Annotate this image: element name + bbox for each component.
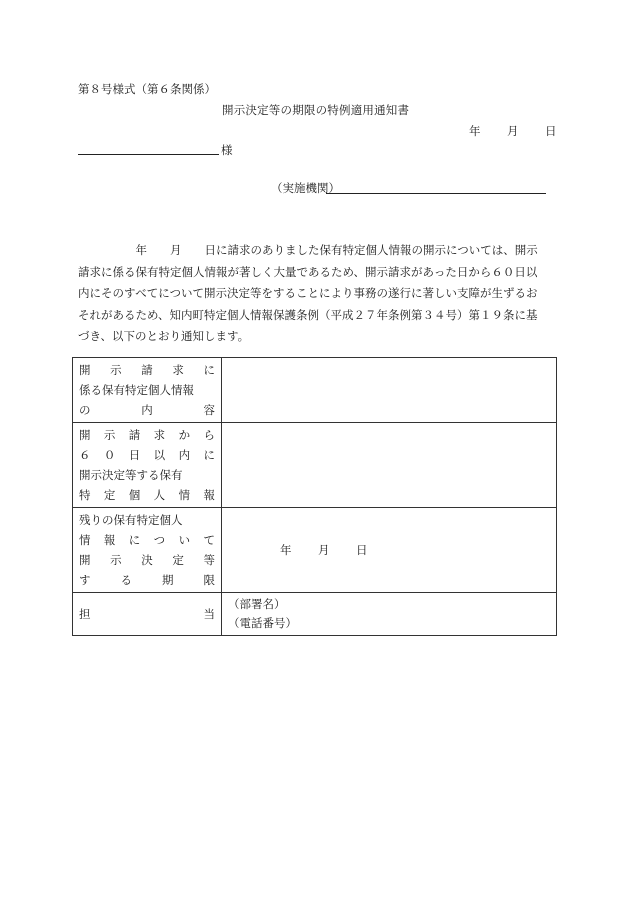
- label-char: 期: [162, 573, 174, 587]
- label-line: [79, 604, 215, 624]
- label-char: 日: [128, 448, 141, 462]
- label-char: 開: [79, 553, 91, 567]
- label-line: [79, 425, 215, 445]
- label-char: 開: [79, 428, 91, 442]
- label-char: 内: [141, 403, 153, 417]
- body-line: 年 月 日に請求のありました保有特定個人情報の開示については、開示: [78, 243, 538, 257]
- label-line: [79, 550, 215, 570]
- label-char: 示: [110, 363, 122, 377]
- phone-label: （電話番号）: [228, 616, 297, 630]
- recipient-honorific: 様: [221, 143, 233, 157]
- body-line: 内にそのすべてについて開示決定等をすることにより事務の遂行に著しい支障が生ずるお: [78, 286, 538, 300]
- table-row: [73, 423, 557, 508]
- document-title: 開示決定等の期限の特例適用通知書: [222, 103, 410, 117]
- label-char: 定: [103, 488, 116, 502]
- recipient-name-line[interactable]: [78, 154, 219, 155]
- label-char: 残りの保有特定個人: [79, 513, 183, 527]
- label-char: 示: [103, 428, 116, 442]
- remaining-deadline-field[interactable]: [222, 508, 557, 593]
- label-line: [79, 465, 215, 485]
- info-table: [72, 357, 557, 636]
- day-label: 日: [356, 543, 368, 557]
- label-char: 請: [128, 428, 141, 442]
- label-char: 人: [153, 488, 166, 502]
- month-label: 月: [507, 124, 519, 138]
- label-char: て: [203, 533, 215, 547]
- label-char: る: [120, 573, 132, 587]
- label-char: 個: [128, 488, 141, 502]
- table-row: [73, 508, 557, 593]
- label-char: か: [178, 428, 191, 442]
- row-label-request-content: [73, 358, 222, 423]
- issue-date: [469, 123, 557, 139]
- request-content-field[interactable]: [222, 358, 557, 423]
- label-char: 開示決定等する保有: [79, 468, 183, 482]
- body-line: それがあるため、知内町特定個人情報保護条例（平成２７年条例第３４号）第１９条に基: [78, 307, 538, 322]
- label-char: つ: [153, 533, 166, 547]
- label-char: 報: [103, 533, 116, 547]
- label-char: に: [128, 533, 141, 547]
- label-char: 報: [203, 488, 215, 502]
- label-line: [79, 485, 215, 505]
- body-line: 請求に係る保有特定個人情報が著しく大量であるため、開示請求があった日から６０日以: [78, 264, 538, 279]
- label-char: 限: [203, 573, 215, 587]
- label-line: [79, 360, 215, 380]
- label-char: 当: [203, 607, 215, 621]
- label-char: 容: [203, 403, 215, 417]
- label-char: 求: [172, 363, 184, 377]
- agency-name-line[interactable]: [326, 193, 546, 194]
- form-number: 第８号様式（第６条関係）: [78, 82, 216, 96]
- row-label-contact: [73, 593, 222, 636]
- label-line: [79, 380, 215, 400]
- label-char: 決: [141, 553, 153, 567]
- year-label: 年: [280, 543, 292, 557]
- label-line: [79, 570, 215, 590]
- label-char: す: [79, 573, 91, 587]
- label-line: [79, 445, 215, 465]
- label-line: [79, 400, 215, 420]
- row-label-remaining-deadline: [73, 508, 222, 593]
- month-label: 月: [318, 543, 330, 557]
- label-line: [79, 530, 215, 550]
- label-line: [79, 510, 215, 530]
- label-char: 内: [178, 448, 191, 462]
- label-char: の: [79, 403, 91, 417]
- agency-label: （実施機関）: [271, 181, 340, 195]
- within-60-days-field[interactable]: [222, 423, 557, 508]
- contact-field[interactable]: [222, 593, 557, 636]
- label-char: 示: [110, 553, 122, 567]
- year-label: 年: [469, 124, 481, 138]
- label-char: ０: [103, 448, 116, 462]
- label-char: 担: [79, 607, 91, 621]
- table-row: [73, 358, 557, 423]
- table-row: [73, 593, 557, 636]
- label-char: に: [203, 448, 215, 462]
- label-char: い: [178, 533, 191, 547]
- label-char: 情: [79, 533, 91, 547]
- label-char: ６: [79, 448, 91, 462]
- label-char: 係る保有特定個人情報: [79, 383, 194, 397]
- department-label: （部署名）: [228, 597, 286, 611]
- label-char: に: [203, 363, 215, 377]
- label-char: 情: [178, 488, 191, 502]
- label-char: 等: [203, 553, 215, 567]
- label-char: 特: [79, 488, 91, 502]
- label-char: 求: [153, 428, 166, 442]
- label-char: 定: [172, 553, 184, 567]
- label-char: ら: [203, 428, 215, 442]
- label-char: 以: [153, 448, 166, 462]
- label-char: 開: [79, 363, 91, 377]
- day-label: 日: [545, 124, 557, 138]
- body-line: づき、以下のとおり通知します。: [78, 329, 250, 343]
- row-label-within-60-days: [73, 423, 222, 508]
- notice-body: [78, 240, 558, 348]
- label-char: 請: [141, 363, 153, 377]
